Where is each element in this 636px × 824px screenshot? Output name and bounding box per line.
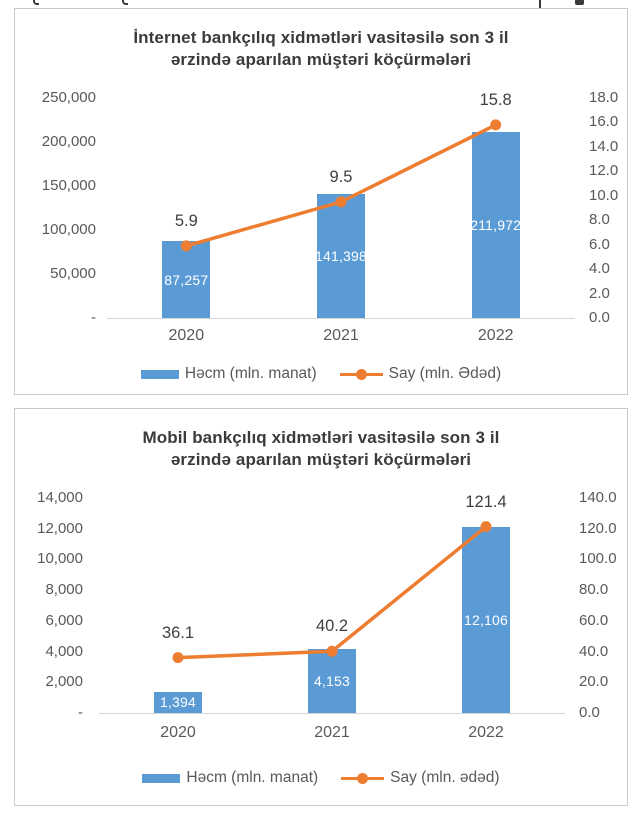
legend-label: Say (mln. Ədəd) [388, 365, 502, 382]
left-axis-tick: 14,000 [37, 489, 83, 506]
line-value-label: 40.2 [315, 617, 349, 636]
legend-item-count [340, 365, 501, 383]
right-axis-tick: 0.0 [589, 309, 610, 326]
right-axis-tick: 16.0 [589, 113, 619, 131]
left-axis-tick: 50,000 [50, 265, 96, 282]
left-axis-tick: 150,000 [41, 177, 96, 194]
line-point [481, 521, 492, 532]
chart-title [15, 27, 627, 71]
right-axis-tick: 80.0 [579, 581, 609, 599]
bar-value-label: 4,153 [313, 673, 351, 690]
right-axis-tick: 14.0 [589, 137, 619, 155]
line-legend-swatch [341, 773, 384, 784]
bar-value-label: 87,257 [164, 271, 209, 288]
cropped-text-fragment [122, 0, 128, 5]
category-label-2021: 2021 [314, 724, 350, 741]
left-axis-tick: 100,000 [41, 221, 96, 238]
legend-item-count [341, 769, 499, 787]
left-axis-tick: 10,000 [37, 550, 83, 568]
category-label-2021: 2021 [323, 327, 359, 344]
bar-value-label: 211,972 [470, 216, 522, 233]
line-point [336, 196, 347, 207]
line-value-label: 36.1 [161, 623, 195, 642]
bar-value-label: 141,398 [314, 247, 367, 264]
right-axis-tick: 140.0 [579, 489, 617, 506]
x-axis-line [107, 318, 575, 319]
right-axis-tick: 20.0 [579, 673, 609, 691]
mobile-banking-chart-panel [14, 408, 628, 806]
bar-legend-swatch [141, 370, 179, 379]
legend-item-volume [141, 365, 317, 383]
chart-title-line2: ərzində aparılan müştəri köçürmələri [170, 450, 472, 469]
line-point [181, 240, 192, 251]
legend-label: Həcm (mln. manat) [184, 365, 317, 382]
chart-title [15, 427, 627, 471]
right-axis-tick: 2.0 [589, 284, 610, 302]
chart-title-line1: İnternet bankçılıq xidmətləri vasitəsilə son 3 il [133, 28, 509, 47]
category-label-2020: 2020 [168, 327, 205, 344]
category-label-2022: 2022 [477, 327, 514, 344]
cropped-text-fragment [539, 0, 541, 8]
left-axis-tick: 12,000 [37, 519, 83, 537]
right-axis-tick: 0.0 [579, 704, 600, 721]
right-axis-tick: 4.0 [589, 260, 610, 278]
right-axis-tick: 40.0 [579, 642, 609, 660]
bar-legend-swatch [142, 774, 180, 783]
line-point [173, 652, 184, 663]
line-value-label: 9.5 [329, 167, 353, 186]
left-axis-tick: 6,000 [45, 611, 83, 629]
internet-banking-chart-panel [14, 8, 628, 395]
line-point [490, 119, 501, 130]
left-axis-tick: - [78, 704, 83, 721]
left-axis-tick: - [91, 309, 96, 326]
right-axis-tick: 12.0 [589, 162, 619, 180]
category-label-2022: 2022 [468, 724, 504, 741]
x-axis-line [99, 713, 565, 714]
right-axis-tick: 6.0 [589, 235, 610, 253]
line-value-label: 121.4 [465, 492, 507, 511]
line-value-label: 15.8 [479, 90, 512, 109]
cropped-text-fragment [33, 0, 39, 5]
cropped-text-fragment [575, 0, 584, 5]
line-series [109, 98, 573, 318]
category-label-2020: 2020 [160, 724, 196, 741]
legend-label: Həcm (mln. manat) [186, 769, 319, 786]
line-series [101, 498, 563, 713]
right-axis-tick: 10.0 [589, 186, 619, 204]
line-point [327, 646, 338, 657]
right-axis-tick: 18.0 [589, 89, 619, 106]
left-axis-tick: 2,000 [45, 673, 83, 691]
left-axis-tick: 200,000 [41, 133, 96, 150]
legend [15, 365, 627, 383]
chart-title-line1: Mobil bankçılıq xidmətləri vasitəsilə son 3 il [142, 428, 500, 447]
left-axis-tick: 8,000 [45, 581, 83, 599]
legend [15, 769, 627, 787]
left-axis-tick: 4,000 [45, 642, 83, 660]
legend-item-volume [142, 769, 318, 787]
right-axis-tick: 120.0 [579, 519, 617, 537]
right-axis-tick: 100.0 [579, 550, 617, 568]
right-axis-tick: 60.0 [579, 611, 609, 629]
bar-value-label: 1,394 [159, 694, 197, 711]
line-value-label: 5.9 [174, 211, 198, 230]
line-legend-swatch [340, 369, 383, 380]
legend-label: Say (mln. ədəd) [390, 769, 500, 786]
left-axis-tick: 250,000 [41, 89, 96, 106]
right-axis-tick: 8.0 [589, 211, 610, 229]
bar-value-label: 12,106 [463, 612, 509, 628]
chart-title-line2: ərzində aparılan müştəri köçürmələri [170, 50, 472, 69]
